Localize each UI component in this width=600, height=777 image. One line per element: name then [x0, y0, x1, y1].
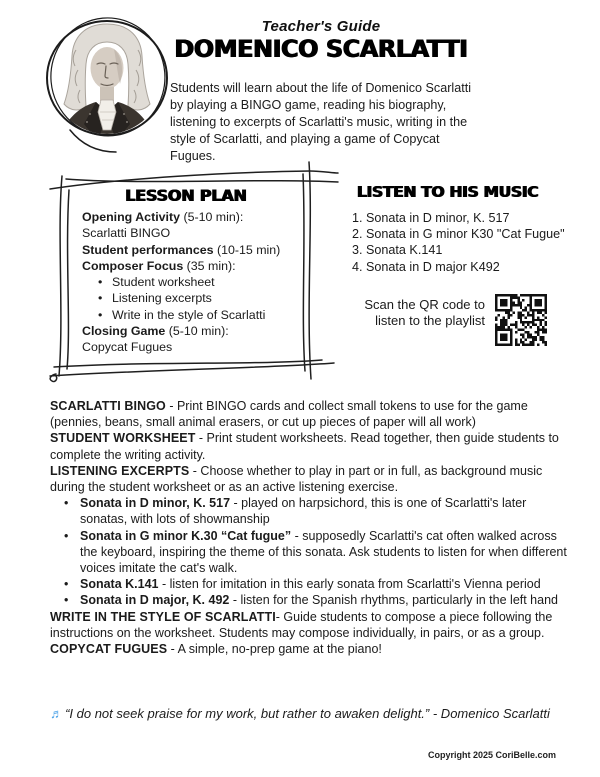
listening-bullet: • Sonata in D major, K. 492 - listen for the Spanish rhythms, particularly in the left hand — [50, 592, 567, 608]
instructions-body — [50, 398, 567, 657]
scarlatti-quote — [0, 706, 600, 721]
list-item: 1. Sonata in D minor, K. 517 — [352, 211, 510, 225]
section-heading: COPYCAT FUGUES — [50, 642, 168, 657]
section-heading: LISTENING EXCERPTS — [50, 463, 190, 478]
lesson-plan-box — [42, 164, 330, 382]
section-listening-excerpts: LISTENING EXCERPTS - Choose whether to play in part or in full, as background music during the student worksheet or as an active listening exercise. — [50, 463, 543, 495]
listen-title: LISTEN TO HIS MUSIC — [357, 183, 539, 201]
lesson-plan-line: Composer Focus (35 min): — [82, 258, 236, 273]
intro-paragraph: Students will learn about the life of Domenico Scarlatti by playing a BINGO game, reading his biography, listening to excerpts of Scarlatti's music, writing in the style of Scarlatti, and playing a game of Copycat Fugues. — [170, 81, 472, 163]
section-write-in-style: WRITE IN THE STYLE OF SCARLATTI- Guide students to compose a piece following the instructions on the worksheet. Students may compose individually, in pairs, or as a group. — [50, 609, 553, 640]
listening-bullet: • Sonata in G minor K.30 “Cat fugue” - supposedly Scarlatti's cat often walked across the keyboard, inspiring the theme of this sonata. Ask students to listen for when different voices imitate the cat's walk. — [50, 528, 567, 577]
qr-caption: Scan the QR code to listen to the playlist — [364, 296, 485, 329]
listen-section — [345, 183, 577, 346]
list-item: 4. Sonata in D major K492 — [352, 259, 500, 274]
kicker-teachers-guide: Teacher's Guide — [261, 18, 381, 35]
lesson-plan-bullet: • Write in the style of Scarlatti — [82, 307, 318, 323]
scarlatti-portrait — [40, 14, 174, 158]
header — [170, 18, 472, 62]
lesson-plan-line: Closing Game (5-10 min): — [82, 324, 229, 339]
section-heading: WRITE IN THE STYLE OF SCARLATTI — [50, 609, 276, 624]
qr-code — [495, 294, 547, 346]
listening-bullet: • Sonata K.141 - listen for imitation in this early sonata from Scarlatti's Vienna period — [50, 576, 567, 592]
qr-area — [359, 294, 577, 346]
copyright-notice: Copyright 2025 CoriBelle.com — [427, 750, 556, 760]
song-list — [352, 210, 577, 275]
lesson-plan-line: Opening Activity (5-10 min): — [82, 210, 244, 224]
listening-bullet: • Sonata in D minor, K. 517 - played on harpsichord, this is one of Scarlatti's later sonatas, with lots of showmanship — [50, 495, 567, 527]
list-item: 2. Sonata in G minor K30 "Cat Fugue" — [352, 227, 565, 242]
lesson-plan-title: LESSON PLAN — [125, 186, 247, 205]
lesson-plan-bullet: • Student worksheet — [82, 274, 318, 290]
section-heading: STUDENT WORKSHEET — [50, 431, 196, 446]
quote-text: “I do not seek praise for my work, but rather to awaken delight.” - Domenico Scarlatti — [65, 706, 550, 721]
lesson-plan-line: Student performances (10-15 min) — [82, 242, 281, 257]
section-heading: SCARLATTI BINGO — [50, 399, 166, 413]
portrait-image — [40, 14, 174, 158]
section-copycat-fugues: COPYCAT FUGUES - A simple, no-prep game at the piano! — [50, 642, 382, 657]
lesson-plan-line: Scarlatti BINGO — [82, 226, 171, 241]
musical-notes-icon: ♬ — [50, 706, 63, 721]
lesson-plan-bullet: • Listening excerpts — [82, 290, 318, 306]
lesson-plan-content — [82, 209, 318, 356]
page-title: DOMENICO SCARLATTI — [174, 35, 468, 63]
lesson-plan-line: Copycat Fugues — [82, 340, 173, 355]
section-scarlatti-bingo: SCARLATTI BINGO - Print BINGO cards and collect small tokens to use for the game (pennies, beans, small animal erasers, or cut up pieces of paper will all work) — [50, 399, 528, 430]
list-item: 3. Sonata K.141 — [352, 243, 443, 258]
section-student-worksheet: STUDENT WORKSHEET - Print student worksheets. Read together, then guide students to complete the writing activity. — [50, 431, 559, 462]
